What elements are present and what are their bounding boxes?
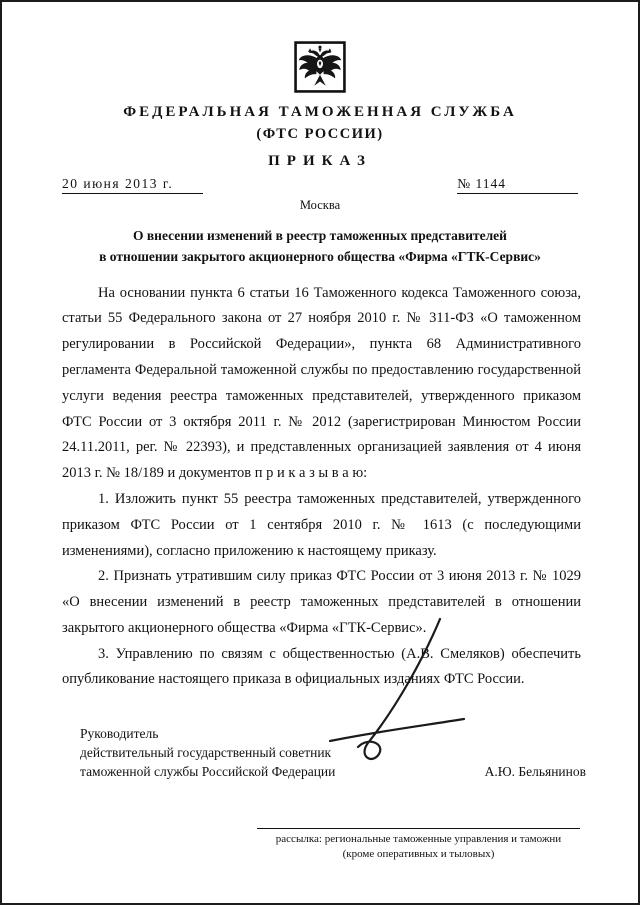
signer-name: А.Ю. Бельянинов <box>484 764 586 780</box>
distribution-note <box>257 828 580 862</box>
paragraph-preamble: На основании пункта 6 статьи 16 Таможенного кодекса Таможенного союза, статьи 55 Федерального закона от 27 ноября 2010 г. № 311-ФЗ «О таможенном регулировании в Российской Федерации», пункта 68 Административного регламента Федеральной таможенной службы по предоставлению государственной услуги ведения реестра таможенных представителей, утвержденного приказом ФТС России от 3 октября 2011 г. № 2012 (зарегистрирован Минюстом России 24.11.2011, рег. № 22393), и представленных организацией заявления от 4 июня 2013 г. № 18/189 и документов п р и к а з ы в а ю: <box>62 284 581 482</box>
issue-city: Москва <box>299 197 341 212</box>
signature-block <box>2 725 638 781</box>
document-body <box>2 281 638 694</box>
org-abbreviation: (ФТС РОССИИ) <box>256 126 384 143</box>
paragraph-item-1: 1. Изложить пункт 55 реестра таможенных представителей, утвержденного приказом ФТС России от 1 сентября 2010 г. № 1613 (с последующими изменениями), согласно приложению к настоящему приказу. <box>62 490 581 559</box>
signer-title: Руководитель <box>80 726 159 742</box>
document-date: 20 июня 2013 г. <box>62 176 203 194</box>
paragraph-item-2: 2. Признать утратившим силу приказ ФТС России от 3 июня 2013 г. № 1029 «О внесении изменений в реестр таможенных представителей в отношении закрытого акционерного общества «Фирма «ГТК-Сервис». <box>62 568 581 636</box>
document-type: ПРИКАЗ <box>268 153 372 170</box>
signer-rank-line-1: действительный государственный советник <box>80 744 332 760</box>
paragraph-item-3: 3. Управлению по связям с общественностью (А.В. Смеляков) обеспечить опубликование настоящего приказа в официальных изданиях ФТС России. <box>62 645 581 688</box>
title-line-1: О внесении изменений в реестр таможенных представителей <box>133 227 507 243</box>
org-name: ФЕДЕРАЛЬНАЯ ТАМОЖЕННАЯ СЛУЖБА <box>123 104 517 120</box>
distribution-line-1: рассылка: региональные таможенные управления и таможни <box>275 833 562 845</box>
document-number: № 1144 <box>457 176 578 194</box>
distribution-line-2: (кроме оперативных и тыловых) <box>342 847 495 860</box>
coat-of-arms-icon <box>294 40 346 94</box>
document-header <box>2 2 638 170</box>
document-title <box>2 226 638 268</box>
title-line-2: в отношении закрытого акционерного общества «Фирма «ГТК-Сервис» <box>99 248 541 264</box>
signer-rank-line-2: таможенной службы Российской Федерации <box>80 763 336 779</box>
signer-position <box>80 725 335 781</box>
date-number-row <box>2 176 638 194</box>
